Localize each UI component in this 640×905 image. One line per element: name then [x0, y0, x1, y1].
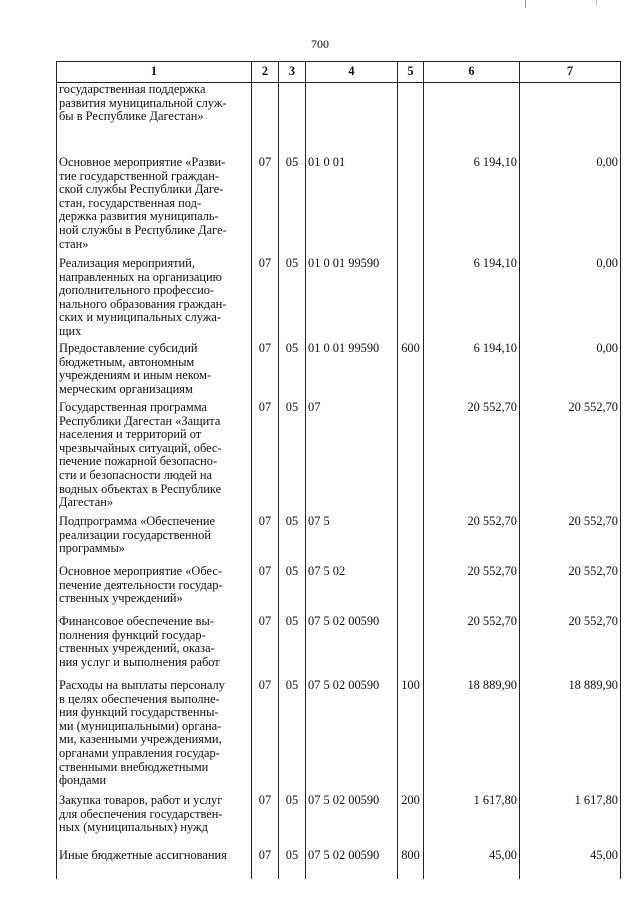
amount-col-6: 18 889,90 [424, 679, 520, 794]
amount-col-7: 20 552,70 [520, 565, 621, 615]
target-article-code: 07 [306, 401, 398, 515]
amount-col-6: 6 194,10 [424, 257, 520, 342]
item-name: Финансовое обеспечение вы- полнения функций государ- ственных учреждений, оказа- ния услуг и выполнения работ [57, 615, 252, 679]
item-name: Основное мероприятие «Обес- печение деятельности государ- ственных учреждений» [57, 565, 252, 615]
section-code: 07 [252, 794, 279, 849]
target-article-code: 01 0 01 99590 [306, 342, 398, 401]
section-code: 07 [252, 342, 279, 401]
amount-col-7: 18 889,90 [520, 679, 621, 794]
expense-type-code: 800 [398, 849, 424, 879]
table-row [57, 849, 621, 879]
subsection-code: 05 [279, 615, 306, 679]
section-code: 07 [252, 679, 279, 794]
column-header-4: 4 [306, 62, 398, 83]
item-name: Реализация мероприятий, направленных на организацию дополнительного профессио- нального образования граждан- ских и муниципальных служа- щих [57, 257, 252, 342]
table-row [57, 794, 621, 849]
expense-type-code: 100 [398, 679, 424, 794]
subsection-code: 05 [279, 515, 306, 565]
amount-col-6: 20 552,70 [424, 401, 520, 515]
subsection-code: 05 [279, 156, 306, 257]
section-code [252, 83, 279, 157]
item-name: Предоставление субсидий бюджетным, автономным учреждениям и иным неком- мерческим организациям [57, 342, 252, 401]
subsection-code: 05 [279, 849, 306, 879]
scan-edge-mark [525, 0, 526, 8]
amount-col-7 [520, 83, 621, 157]
target-article-code: 01 0 01 [306, 156, 398, 257]
page-number: 700 [311, 37, 329, 51]
target-article-code: 07 5 02 [306, 565, 398, 615]
column-header-1: 1 [57, 62, 252, 83]
section-code: 07 [252, 849, 279, 879]
subsection-code: 05 [279, 679, 306, 794]
item-name: Подпрограмма «Обеспечение реализации государственной программы» [57, 515, 252, 565]
expense-type-code [398, 83, 424, 157]
budget-table [56, 61, 621, 879]
table-row [57, 156, 621, 257]
amount-col-6: 45,00 [424, 849, 520, 879]
column-header-7: 7 [520, 62, 621, 83]
table-row [57, 515, 621, 565]
subsection-code: 05 [279, 565, 306, 615]
item-name: Расходы на выплаты персоналу в целях обеспечения выполне- ния функций государственны- ми (муниципальными) органа- ми, казенными учреждениями, органами управления государ- ственными внебюджетными фондами [57, 679, 252, 794]
table-row [57, 342, 621, 401]
column-header-2: 2 [252, 62, 279, 83]
amount-col-7: 0,00 [520, 257, 621, 342]
target-article-code: 07 5 02 00590 [306, 794, 398, 849]
amount-col-7: 0,00 [520, 342, 621, 401]
subsection-code [279, 83, 306, 157]
target-article-code [306, 83, 398, 157]
item-name: Иные бюджетные ассигнования [57, 849, 252, 879]
expense-type-code [398, 257, 424, 342]
section-code: 07 [252, 257, 279, 342]
expense-type-code: 200 [398, 794, 424, 849]
amount-col-7: 20 552,70 [520, 515, 621, 565]
expense-type-code [398, 615, 424, 679]
table-row [57, 679, 621, 794]
column-header-5: 5 [398, 62, 424, 83]
amount-col-7: 0,00 [520, 156, 621, 257]
section-code: 07 [252, 515, 279, 565]
subsection-code: 05 [279, 257, 306, 342]
amount-col-6: 1 617,80 [424, 794, 520, 849]
section-code: 07 [252, 401, 279, 515]
amount-col-6: 20 552,70 [424, 565, 520, 615]
amount-col-7: 1 617,80 [520, 794, 621, 849]
expense-type-code [398, 156, 424, 257]
item-name: Государственная программа Республики Дагестан «Защита населения и территорий от чрезвычайных ситуаций, обес- печение пожарной безопасно- сти и безопасности людей на водных объектах в Республике Дагестан» [57, 401, 252, 515]
section-code: 07 [252, 156, 279, 257]
target-article-code: 07 5 02 00590 [306, 679, 398, 794]
column-header-6: 6 [424, 62, 520, 83]
target-article-code: 01 0 01 99590 [306, 257, 398, 342]
amount-col-7: 20 552,70 [520, 401, 621, 515]
scan-edge-mark [596, 0, 597, 5]
table-row [57, 565, 621, 615]
section-code: 07 [252, 565, 279, 615]
amount-col-6: 6 194,10 [424, 342, 520, 401]
table-row [57, 401, 621, 515]
target-article-code: 07 5 02 00590 [306, 849, 398, 879]
item-name: Основное мероприятие «Разви- тие государственной граждан- ской службы Республики Даге- стан, государственная под- держка развития муниципаль- ной службы в Республике Даге- стан» [57, 156, 252, 257]
amount-col-6: 20 552,70 [424, 615, 520, 679]
amount-col-6: 6 194,10 [424, 156, 520, 257]
amount-col-7: 45,00 [520, 849, 621, 879]
amount-col-6 [424, 83, 520, 157]
section-code: 07 [252, 615, 279, 679]
expense-type-code: 600 [398, 342, 424, 401]
expense-type-code [398, 515, 424, 565]
subsection-code: 05 [279, 794, 306, 849]
amount-col-6: 20 552,70 [424, 515, 520, 565]
amount-col-7: 20 552,70 [520, 615, 621, 679]
target-article-code: 07 5 [306, 515, 398, 565]
table-row [57, 257, 621, 342]
expense-type-code [398, 401, 424, 515]
item-name: государственная поддержка развития муниципальной служ- бы в Республике Дагестан» [57, 83, 252, 157]
header-row [57, 62, 621, 83]
target-article-code: 07 5 02 00590 [306, 615, 398, 679]
table-row [57, 615, 621, 679]
subsection-code: 05 [279, 342, 306, 401]
column-header-3: 3 [279, 62, 306, 83]
item-name: Закупка товаров, работ и услуг для обеспечения государствен- ных (муниципальных) нужд [57, 794, 252, 849]
table-row [57, 83, 621, 157]
expense-type-code [398, 565, 424, 615]
subsection-code: 05 [279, 401, 306, 515]
